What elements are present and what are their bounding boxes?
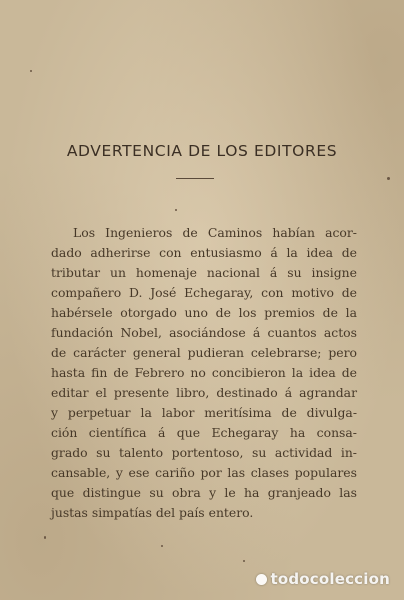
text-line: cansable, y ese cariño por las clases populares [51,465,357,480]
text-line: Los Ingenieros de Caminos habían acor- [73,225,357,240]
text-line: editar el presente libro, destinado á agrandar [51,385,357,400]
text-line: grado su talento portentoso, su actividad in- [51,445,357,460]
watermark [256,570,390,588]
text-line: tributar un homenaje nacional á su insigne [51,265,357,280]
paper-speck [243,560,245,562]
paper-speck [30,70,32,72]
text-line: y perpetuar la labor meritísima de divulga- [51,405,357,420]
text-line: de carácter general pudieran celebrarse; pero [51,345,357,360]
paper-speck [161,545,163,547]
text-line: ción científica á que Echegaray ha consa- [51,425,357,440]
body-paragraph [51,223,357,523]
paper-speck [44,536,46,539]
text-line: hasta fin de Febrero no concibieron la idea de [51,365,357,380]
page-heading: ADVERTENCIA DE LOS EDITORES [66,142,338,160]
paper-speck [175,209,177,211]
text-line: habérsele otorgado uno de los premios de la [51,305,357,320]
heading-divider [176,178,214,179]
text-line: que distingue su obra y le ha granjeado las [51,485,357,500]
watermark-text: todocoleccion [270,570,390,588]
text-line: fundación Nobel, asociándose á cuantos actos [51,325,357,340]
text-line: compañero D. José Echegaray, con motivo de [51,285,357,300]
text-line: dado adherirse con entusiasmo á la idea de [51,245,357,260]
text-line: justas simpatías del país entero. [51,505,254,520]
paper-speck [387,177,390,180]
watermark-dot-icon [256,574,267,585]
